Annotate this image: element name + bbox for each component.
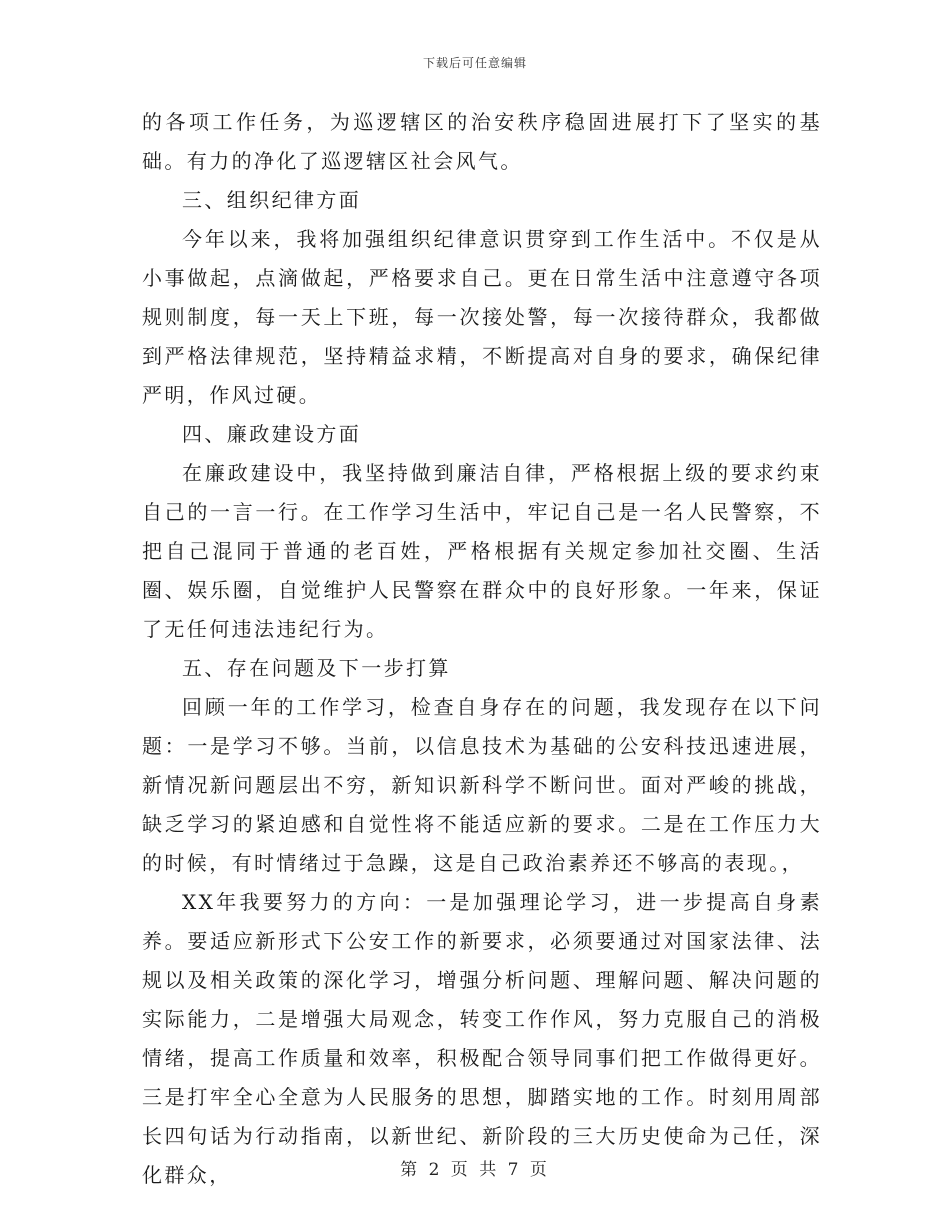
paragraph-problems: 回顾一年的工作学习，检查自身存在的问题，我发现存在以下问题：一是学习不够。当前，以信息技术为基础的公安科技迅速进展，新情况新问题层出不穷，新知识新科学不断问世。面对严峻的挑战，缺乏学习的紧迫感和自觉性将不能适应新的要求。二是在工作压力大的时候，有时情绪过于急躁，这是自己政治素养还不够高的表现。， bbox=[142, 695, 822, 875]
paragraph-integrity: 在廉政建设中，我坚持做到廉洁自律，严格根据上级的要求约束自己的一言一行。在工作学习生活中，牢记自己是一名人民警察，不把自己混同于普通的老百姓，严格根据有关规定参加社交圈、生活圈、娱乐圈，自觉维护人民警察在群众中的良好形象。一年来，保证了无任何违法违纪行为。 bbox=[142, 461, 822, 641]
section-heading-integrity: 四、廉政建设方面 bbox=[182, 422, 362, 446]
section-heading-problems: 五、存在问题及下一步打算 bbox=[182, 656, 451, 680]
paragraph-discipline: 今年以来，我将加强组织纪律意识贯穿到工作生活中。不仅是从小事做起，点滴做起，严格要求自己。更在日常生活中注意遵守各项规则制度，每一天上下班，每一次接处警，每一次接待群众，我都做到严格法律规范，坚持精益求精，不断提高对自身的要求，确保纪律严明，作风过硬。 bbox=[142, 227, 822, 407]
paragraph-plans: XX年我要努力的方向：一是加强理论学习，进一步提高自身素养。要适应新形式下公安工作的新要求，必须要通过对国家法律、法规以及相关政策的深化学习，增强分析问题、理解问题、解决问题的实际能力，二是增强大局观念，转变工作作风，努力克服自己的消极情绪，提高工作质量和效率，积极配合领导同事们把工作做得更好。三是打牢全心全意为人民服务的思想，脚踏实地的工作。时刻用周部长四句话为行动指南，以新世纪、新阶段的三大历史使命为己任，深化群众， bbox=[142, 890, 822, 1187]
document-body bbox=[142, 103, 822, 1195]
header-note: 下载后可任意编辑 bbox=[422, 56, 527, 70]
page-footer: 第 2 页 共 7 页 bbox=[400, 1160, 550, 1180]
section-heading-discipline: 三、组织纪律方面 bbox=[182, 188, 362, 212]
paragraph-continued: 的各项工作任务，为巡逻辖区的治安秩序稳固进展打下了坚实的基础。有力的净化了巡逻辖区社会风气。 bbox=[142, 110, 822, 173]
